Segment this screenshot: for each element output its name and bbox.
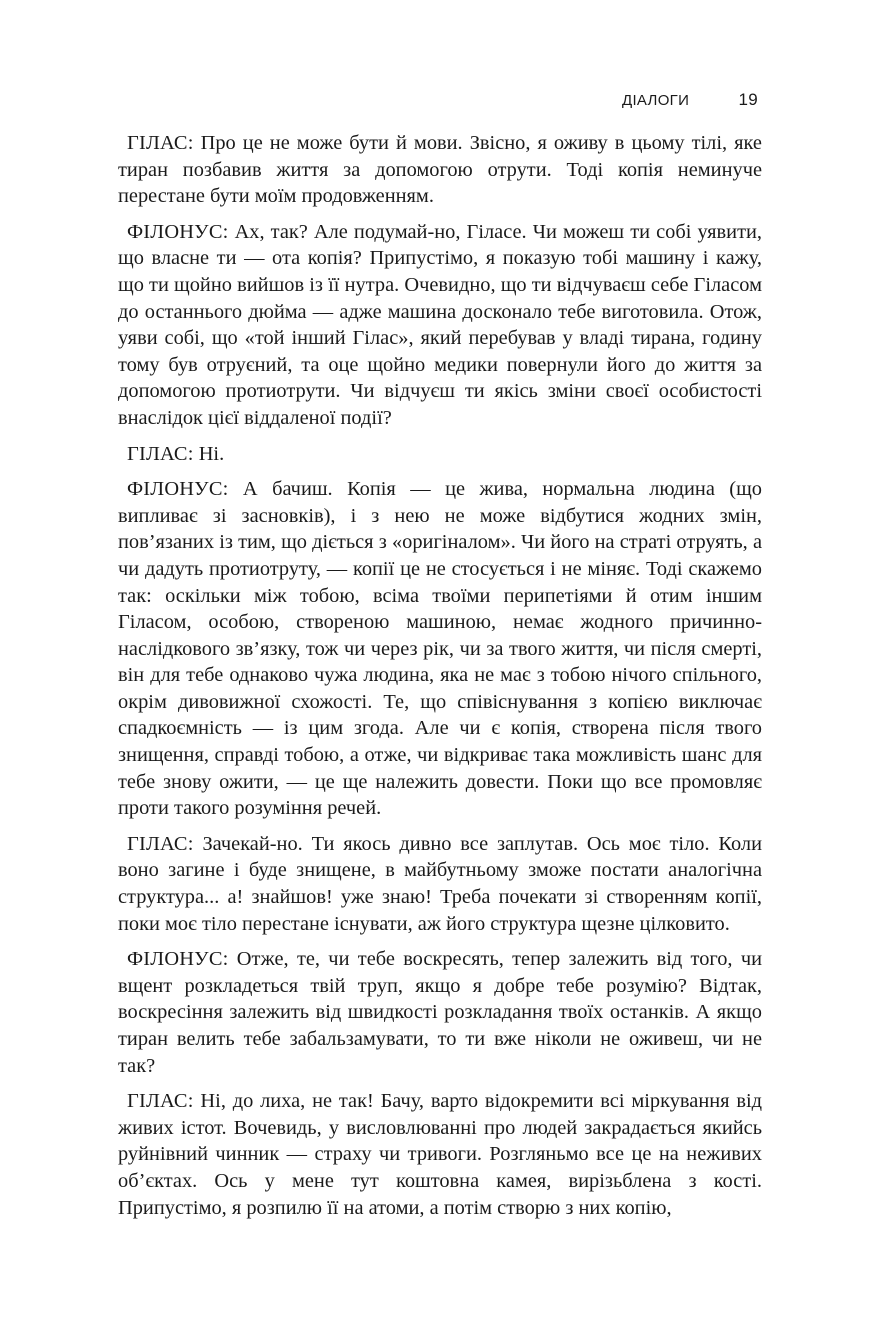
speaker-label: ГІЛАС:	[127, 442, 194, 465]
paragraph-text: Про це не може бути й мови. Звісно, я оживу в цьому тілі, яке тиран позбавив життя за допомогою отрути. Тоді копія неминуче перестане бути моїм продовженням.	[118, 132, 762, 208]
dialogue-paragraph	[118, 476, 762, 822]
paragraph-text: Зачекай-но. Ти якось дивно все заплутав. Ось моє тіло. Коли воно загине і буде знищене, в майбутньому зможе постати аналогічна структура... а! знайшов! уже знаю! Треба почекати зі створенням копії, поки моє тіло перестане існувати, аж його структура щезне цілковито.	[118, 832, 762, 935]
speaker-label: ФІЛОНУС:	[127, 948, 229, 971]
paragraph-text: Отже, те, чи тебе воскресять, тепер залежить від того, чи вщент розкладеться твій труп, якщо я добре тебе розумію? Відтак, воскресіння залежить від швидкості розкладання твоїх останків. А якщо тиран велить тебе забальзамувати, то ти вже ніколи не оживеш, чи не так?	[118, 948, 762, 1077]
paragraph-text: Ні.	[198, 442, 225, 465]
speaker-label: ГІЛАС:	[127, 832, 194, 855]
dialogue-paragraph	[118, 1088, 762, 1221]
speaker-label: ГІЛАС:	[127, 132, 194, 154]
speaker-label: ГІЛАС:	[127, 1090, 194, 1113]
dialogue-paragraph	[118, 219, 762, 432]
dialogue-paragraph	[118, 441, 762, 468]
speaker-label: ФІЛОНУС:	[127, 478, 229, 501]
running-head	[622, 90, 762, 114]
dialogue-paragraph	[118, 946, 762, 1079]
page-number: 19	[738, 90, 758, 109]
paragraph-text: Ах, так? Але подумай-но, Гіласе. Чи можеш ти собі уявити, що власне ти — ота копія? Припустімо, я показую тобі машину і кажу, що ти щойно вийшов із її нутра. Очевидно, що ти відчуваєш себе Гіласом до останнього дюйма — адже машина досконало тебе виготовила. Отож, уяви собі, що «той інший Гілас», який перебував у владі тирана, годину тому був отруєний, та оце щойно медики повернули його до життя за допомогою протиотрути. Чи відчуєш ти якісь зміни своєї особистості внаслідок цієї віддаленої події?	[118, 220, 762, 429]
dialogue-paragraph	[118, 831, 762, 937]
speaker-label: ФІЛОНУС:	[127, 220, 229, 243]
dialogue-text	[118, 130, 762, 1230]
paragraph-text: А бачиш. Копія — це жива, нормальна людина (що випливає зі засновків), і з нею не може відбутися жодних змін, пов’язаних із тим, що діється з «оригіналом». Чи його на страті отруять, а чи дадуть протиотруту, — копії це не стосується і не міняє. Тоді скажемо так: оскільки між тобою, всіма твоїми перипетіями й отим іншим Гіласом, особою, створеною машиною, немає жодного причинно-наслідкового зв’язку, тож чи через рік, чи за твого життя, чи після смерті, він для тебе однаково чужа людина, яка не має з тобою нічого спільного, окрім дивовижної схожості. Те, що співіснування з копією виключає спадкоємність — із цим згода. Але чи є копія, створена після твого знищення, справді тобою, а отже, чи відкриває така можливість шанс для тебе знову ожити, — це ще належить довести. Поки що все промовляє проти такого розуміння речей.	[118, 478, 762, 820]
section-title: ДІАЛОГИ	[622, 92, 690, 109]
dialogue-paragraph	[118, 130, 762, 210]
paragraph-text: Ні, до лиха, не так! Бачу, варто відокремити всі міркування від живих істот. Вочевидь, у висловлюванні про людей закрадається якийсь руйнівний чинник — страху чи тривоги. Розгляньмо все це на неживих об’єктах. Ось у мене тут коштовна камея, вирізьблена з кості. Припустімо, я розпилю її на атоми, а потім створю з них копію,	[118, 1090, 763, 1219]
